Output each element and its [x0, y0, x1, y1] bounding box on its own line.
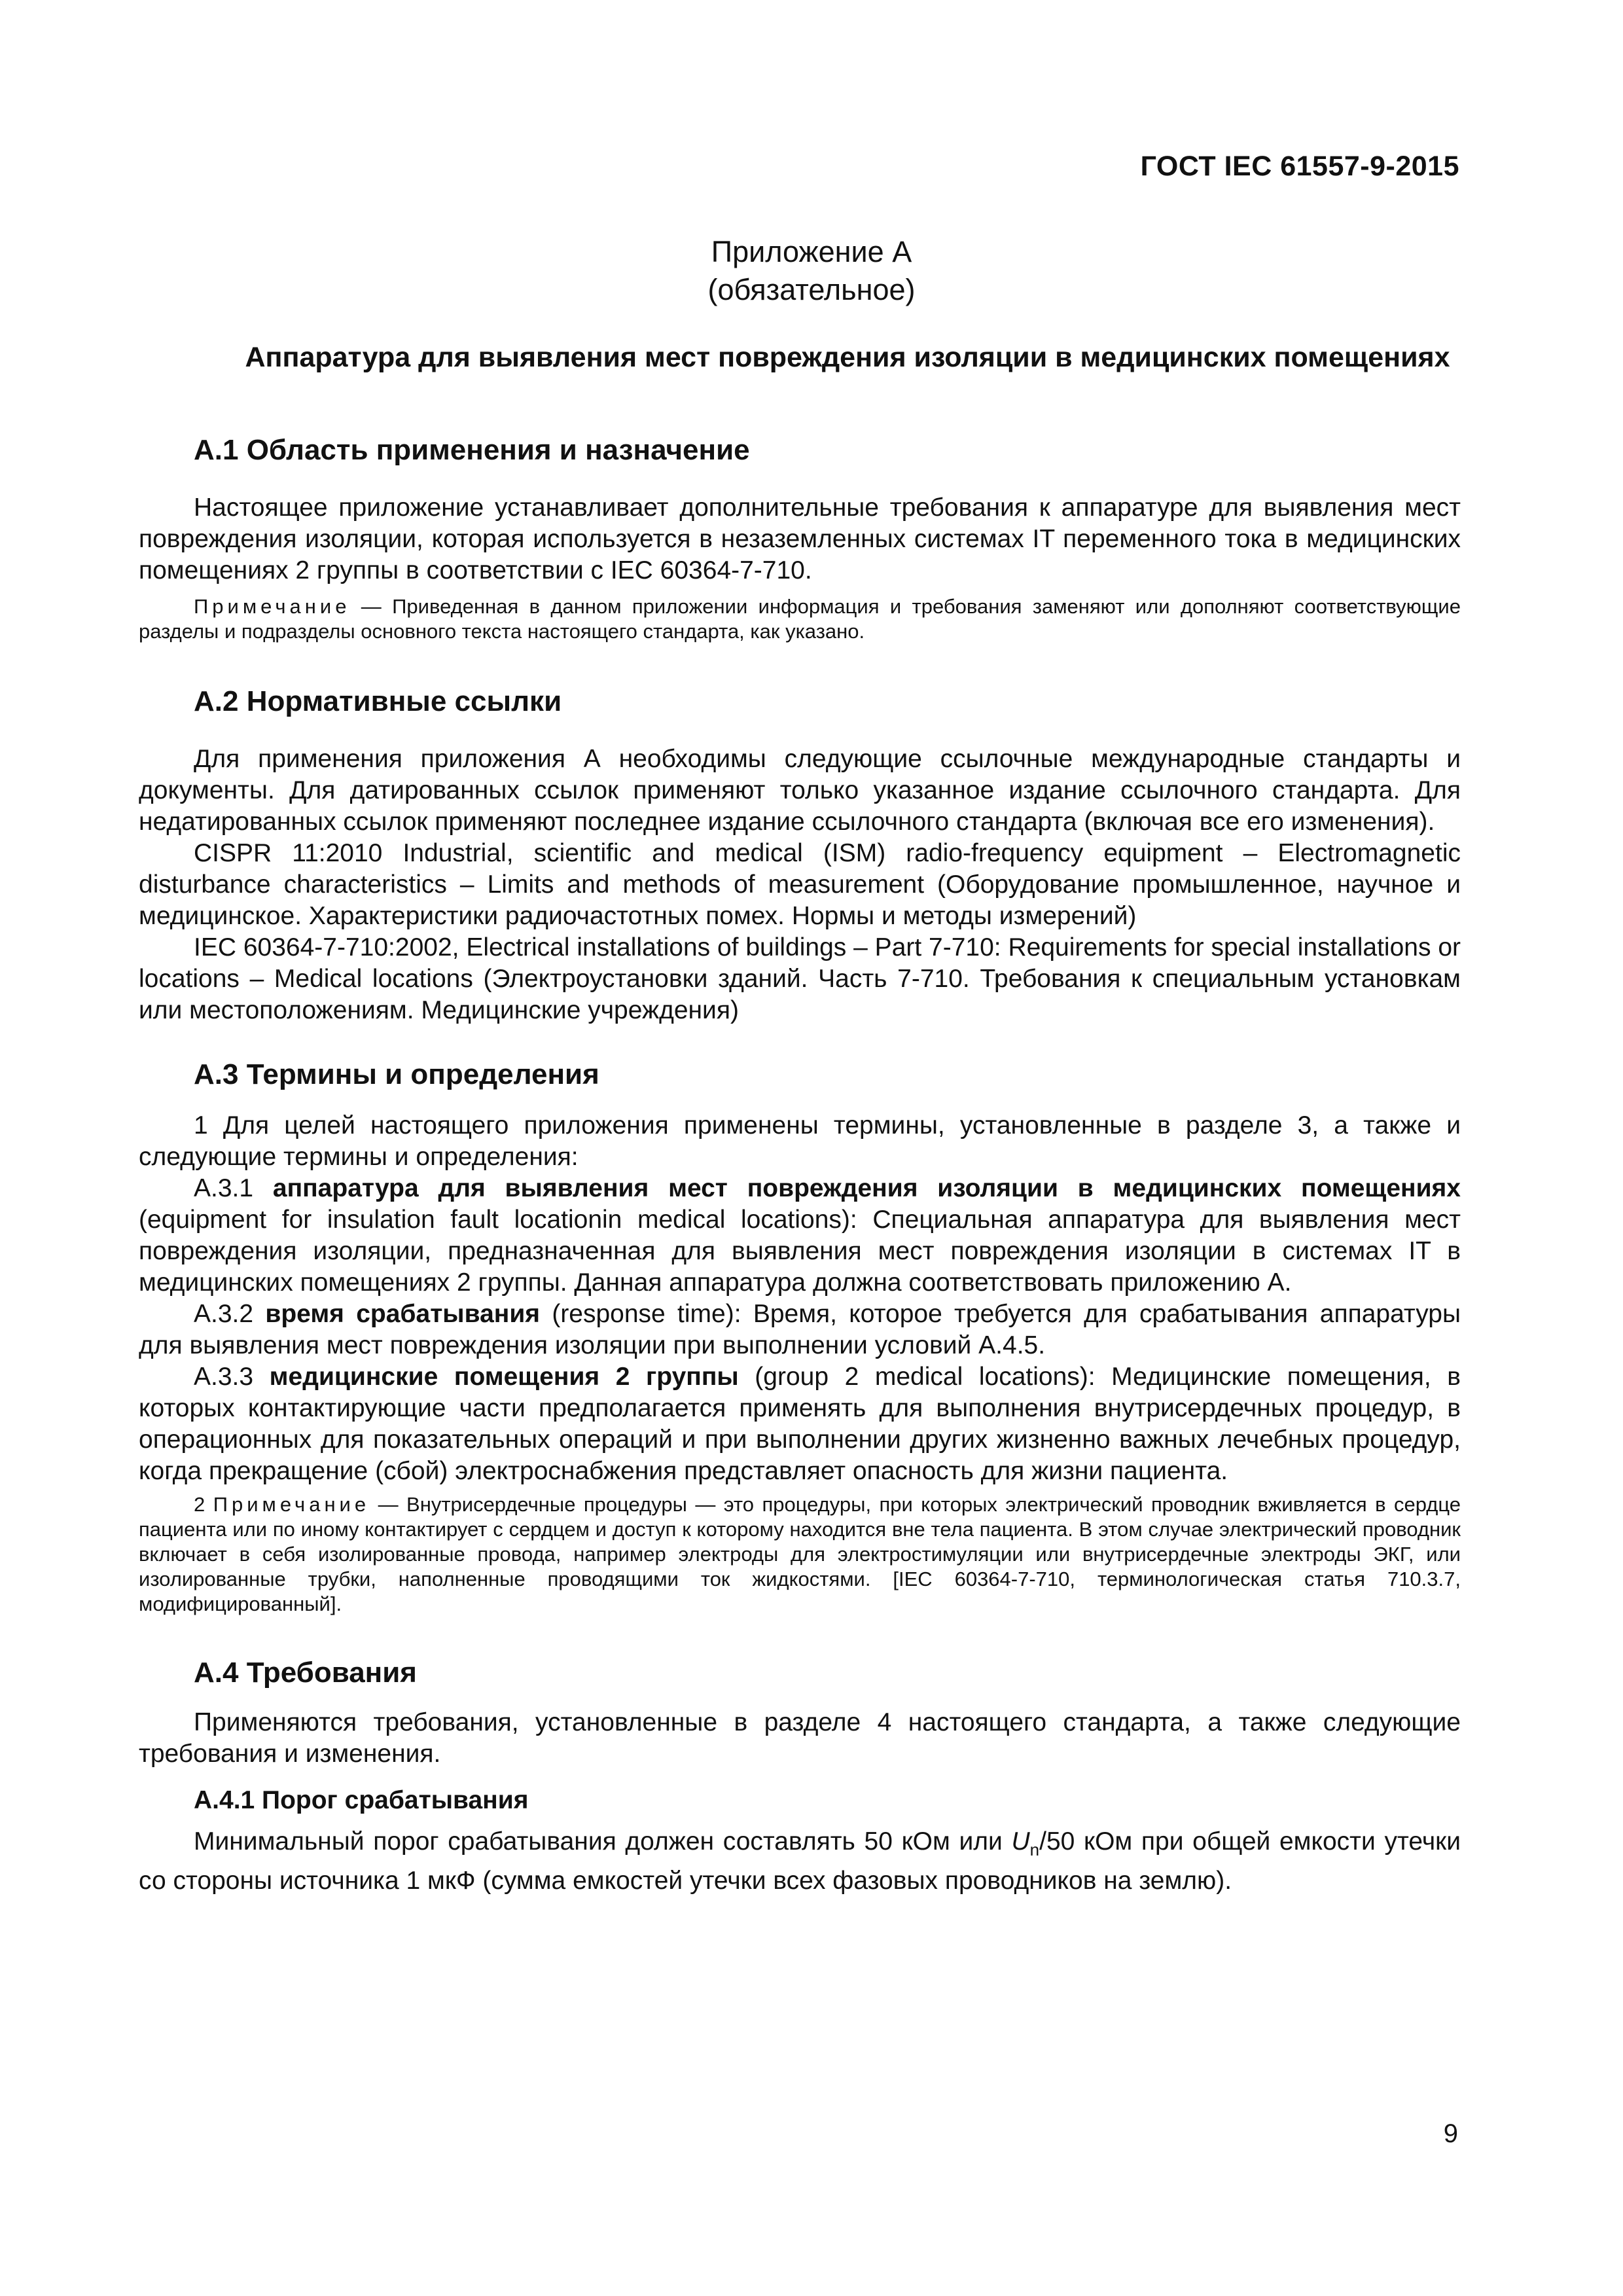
- section-a1-paragraph: Настоящее приложение устанавливает дополнительные требования к аппаратуре для выявления мест повреждения изоляции, которая используется в незаземленных системах IT переменного тока в медицинских помещениях 2 группы в соответствии с IEC 60364-7-710.: [139, 493, 1461, 584]
- note-label: Примечание: [194, 595, 351, 618]
- subsection-heading-a4-1: А.4.1 Порог срабатывания: [194, 1786, 529, 1814]
- term-name: время срабатывания: [265, 1300, 541, 1328]
- note-text: — Внутрисердечные процедуры — это процедуры, при которых электрический проводник вживляется в сердце пациента или по иному контактирует с сердцем и доступ к которому находится вне тела пациента. В этом случае электрический проводник включает в себя изолированные провода, например электроды для электростимуляции или внутрисердечные электроды ЭКГ, или изолированные трубки, наполненные проводящими ток жидкостями. [IEC 60364-7-710, терминологическая статья 710.3.7, модифицированный].: [139, 1493, 1461, 1615]
- note-label: Примечание: [213, 1493, 370, 1516]
- term-definition: (response time): Время, которое требуется для срабатывания аппаратуры для выявления мест повреждения изоляции при выполнении условий А.4.5.: [139, 1300, 1461, 1359]
- term-number: А.3.2: [194, 1300, 266, 1328]
- section-heading-a3: А.3 Термины и определения: [194, 1058, 599, 1090]
- term-name: медицинские помещения 2 группы: [269, 1363, 739, 1391]
- section-heading-a2: А.2 Нормативные ссылки: [194, 685, 562, 717]
- annex-label: Приложение А: [711, 235, 912, 268]
- annex-title: Аппаратура для выявления мест повреждения изоляции в медицинских помещениях: [245, 342, 1450, 373]
- section-a2-reference-iec: IEC 60364-7-710:2002, Electrical installations of buildings – Part 7-710: Requirements for special installations or locations – Medical locations (Электроустановки зданий. Часть 7-710. Требования к специальным установкам или местоположениям. Медицинские учреждения): [139, 933, 1461, 1024]
- note-text: — Приведенная в данном приложении информация и требования заменяют или дополняют соответствующие разделы и подразделы основного текста настоящего стандарта, как указано.: [139, 595, 1461, 643]
- page-number: 9: [1443, 2119, 1458, 2148]
- note-number: 2: [194, 1493, 213, 1516]
- voltage-symbol: U: [1011, 1827, 1030, 1856]
- annex-label-block: [0, 233, 1623, 309]
- term-definition: (equipment for insulation fault locationin medical locations): Специальная аппаратура для выявления мест повреждения изоляции, предназначенная для выявления мест повреждения изоляции в системах IT в медицинских помещениях 2 группы. Данная аппаратура должна соответствовать приложению А.: [139, 1206, 1461, 1297]
- term-name: аппаратура для выявления мест повреждения изоляции в медицинских помещениях: [272, 1174, 1461, 1202]
- term-definition: (group 2 medical locations): Медицинские помещения, в которых контактирующие части предполагается применять для выполнения внутрисердечных процедур, в операционных для показательных операций и при выполнении других жизненно важных лечебных процедур, когда прекращение (сбой) электроснабжения представляет опасность для жизни пациента.: [139, 1363, 1461, 1485]
- document-header-id: ГОСТ IEC 61557-9-2015: [1140, 151, 1459, 182]
- section-a2-reference-cispr: CISPR 11:2010 Industrial, scientific and medical (ISM) radio-frequency equipment – Electromagnetic disturbance characteristics – Limits and methods of measurement (Оборудование промышленное, научное и медицинское. Характеристики радиочастотных помех. Нормы и методы измерений): [139, 839, 1461, 930]
- document-body: [139, 432, 1461, 1897]
- term-a3-1: [139, 1173, 1461, 1299]
- section-heading-a1: А.1 Область применения и назначение: [194, 434, 750, 466]
- annex-status: (обязательное): [707, 273, 916, 306]
- section-heading-a4: А.4 Требования: [194, 1657, 417, 1689]
- section-a3-note: [139, 1492, 1461, 1617]
- term-number: А.3.1: [194, 1174, 273, 1202]
- section-a4-paragraph: Применяются требования, установленные в разделе 4 настоящего стандарта, а также следующие требования и изменения.: [139, 1708, 1461, 1768]
- section-a2-paragraph-1: Для применения приложения А необходимы следующие ссылочные международные стандарты и документы. Для датированных ссылок применяют только указанное издание ссылочного стандарта. Для недатированных ссылок применяют последнее издание ссылочного стандарта (включая все его изменения).: [139, 745, 1461, 836]
- term-a3-2: [139, 1299, 1461, 1361]
- term-a3-3: [139, 1361, 1461, 1487]
- term-number: А.3.3: [194, 1363, 270, 1391]
- text-run: /50 кОм при общей емкости утечки со стороны источника 1 мкФ (сумма емкостей утечки всех фазовых проводников на землю).: [139, 1827, 1461, 1895]
- section-a3-intro: 1 Для целей настоящего приложения применены термины, установленные в разделе 3, а также и следующие термины и определения:: [139, 1111, 1461, 1171]
- text-run: Минимальный порог срабатывания должен составлять 50 кОм или: [194, 1827, 1012, 1856]
- section-a4-1-paragraph: [139, 1826, 1461, 1897]
- section-a1-note: [139, 594, 1461, 644]
- voltage-subscript: n: [1029, 1839, 1040, 1859]
